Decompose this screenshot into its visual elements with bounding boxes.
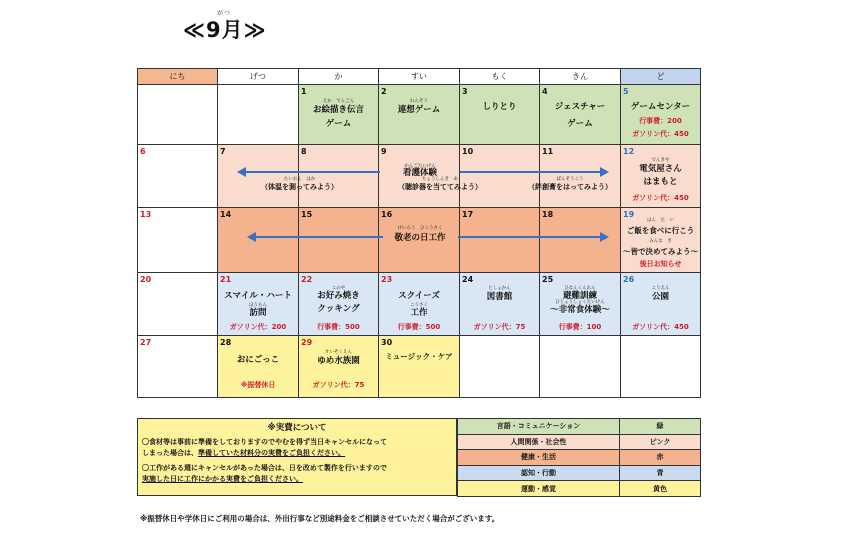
cost-notes bbox=[137, 418, 457, 496]
day-cell bbox=[218, 85, 299, 145]
day-number: 12 bbox=[623, 147, 635, 156]
day-number: 28 bbox=[220, 338, 232, 347]
event-ruby: ひなんくんれん bbox=[564, 286, 596, 291]
day-cell bbox=[621, 273, 701, 336]
day-number: 24 bbox=[462, 275, 474, 284]
day-cell bbox=[299, 336, 379, 398]
day-cell bbox=[460, 85, 540, 145]
day-number: 29 bbox=[301, 338, 313, 347]
weekday-tue: か bbox=[299, 69, 379, 85]
day-cell bbox=[621, 208, 701, 273]
event-ruby: みんな き bbox=[649, 239, 672, 244]
day-number: 15 bbox=[301, 210, 313, 219]
day-number: 5 bbox=[623, 87, 629, 96]
event-line: 工作 bbox=[410, 308, 428, 318]
legend-value: 黄色 bbox=[620, 481, 701, 497]
legend-label: 言語・コミュニケーション bbox=[458, 419, 620, 435]
day-number: 19 bbox=[623, 210, 635, 219]
event-fee: 行事費：500 bbox=[397, 323, 441, 331]
arrow-left-icon bbox=[247, 232, 256, 242]
event-line: ゲーム bbox=[567, 119, 593, 129]
event-fee: ガソリン代：75 bbox=[473, 323, 526, 331]
legend-row bbox=[458, 434, 701, 450]
day-number: 20 bbox=[140, 275, 152, 284]
weekday-sun: にち bbox=[138, 69, 218, 85]
event-fee: ガソリン代：200 bbox=[229, 323, 287, 331]
legend-row bbox=[458, 419, 701, 435]
legend-label: 健康・生活 bbox=[458, 450, 620, 466]
day-number: 26 bbox=[623, 275, 635, 284]
day-number: 30 bbox=[381, 338, 393, 347]
weekday-thu: もく bbox=[460, 69, 540, 85]
event-line: はまもと bbox=[643, 177, 678, 187]
day-cell bbox=[460, 336, 540, 398]
day-number: 25 bbox=[542, 275, 554, 284]
notes-paragraph-2: 〇工作がある週にキャンセルがあった場合は、日を改めて製作を行いますので 実施した日に工作にかかる実費をご負担ください。 bbox=[142, 464, 387, 483]
day-cell bbox=[540, 273, 621, 336]
legend-label: 人間関係・社会性 bbox=[458, 434, 620, 450]
event-fee: ガソリン代：450 bbox=[632, 130, 689, 138]
event-ruby: としょかん bbox=[488, 286, 511, 291]
day-cell bbox=[138, 273, 218, 336]
event-ruby: でんきや bbox=[651, 158, 670, 163]
day-cell bbox=[138, 85, 218, 145]
legend-row bbox=[458, 465, 701, 481]
event-line: スマイル・ハート bbox=[224, 291, 292, 301]
event-fee: 行事費：100 bbox=[558, 323, 602, 331]
legend-value: 緑 bbox=[620, 419, 701, 435]
legend-row bbox=[458, 450, 701, 466]
event-line: 図書館 bbox=[486, 292, 513, 302]
event-fee: 行事費：500 bbox=[317, 323, 360, 331]
day-number: 8 bbox=[301, 147, 307, 156]
day-cell bbox=[218, 336, 299, 398]
day-number: 27 bbox=[140, 338, 152, 347]
event-line: ～非常食体験～ bbox=[550, 305, 610, 315]
event-ruby: こうさく bbox=[410, 303, 428, 308]
day-cell bbox=[379, 85, 460, 145]
event-line: ～皆で決めてみよう～ bbox=[623, 247, 698, 256]
event-line: 連想ゲーム bbox=[397, 105, 441, 115]
band-sub-ruby: ちょうしんき あ bbox=[422, 177, 458, 182]
day-cell bbox=[299, 273, 379, 336]
week-row bbox=[138, 273, 701, 336]
day-cell bbox=[218, 208, 299, 273]
event-ruby: このや bbox=[331, 286, 346, 291]
event-line: おにごっこ bbox=[236, 355, 280, 365]
day-cell bbox=[540, 85, 621, 145]
day-number: 21 bbox=[220, 275, 232, 284]
day-cell bbox=[218, 273, 299, 336]
day-number: 22 bbox=[301, 275, 313, 284]
day-number: 18 bbox=[542, 210, 554, 219]
band-sub: （絆創膏をはってみよう） bbox=[528, 183, 612, 191]
band-title: 看護体験 bbox=[402, 168, 437, 178]
event-fee: ガソリン代：450 bbox=[632, 194, 689, 202]
band-sub: （聴診器を当ててみよう） bbox=[398, 183, 482, 191]
band-sub-ruby: たいおん はか bbox=[283, 177, 316, 182]
event-line: しりとり bbox=[482, 102, 517, 112]
day-cell bbox=[460, 208, 540, 273]
event-ruby: はん た い bbox=[647, 218, 674, 223]
week-row bbox=[138, 336, 701, 398]
event-line: 電気屋さん bbox=[639, 164, 682, 174]
event-line: ゆめ水族園 bbox=[317, 356, 360, 366]
notes-paragraph-1: 〇食材等は事前に準備をしておりますのでやむを得ず当日キャンセルになって しまった場合は、準備していた材料分の実費をご負担ください。 bbox=[142, 438, 387, 457]
event-fee: ガソリン代：450 bbox=[632, 323, 689, 331]
event-line: 避難訓練 bbox=[562, 291, 597, 301]
month-title-text: ≪9月≫ bbox=[183, 18, 267, 42]
event-line: スクイーズ bbox=[398, 291, 440, 301]
day-number: 23 bbox=[381, 275, 393, 284]
day-cell bbox=[621, 85, 701, 145]
legend-label: 認知・行動 bbox=[458, 465, 620, 481]
day-number: 3 bbox=[462, 87, 468, 96]
event-fee: ガソリン代：75 bbox=[312, 381, 365, 389]
event-ruby: こうえん bbox=[651, 286, 670, 291]
day-cell bbox=[138, 208, 218, 273]
event-line: ゲームセンター bbox=[630, 102, 691, 112]
event-fee: 後日お知らせ bbox=[639, 260, 682, 268]
legend-value: 赤 bbox=[620, 450, 701, 466]
day-number: 13 bbox=[140, 210, 152, 219]
arrow-line bbox=[245, 171, 380, 173]
footer-note: ※振替休日や学休日にご利用の場合は、外出行事など別途料金をご相談させていただく場合がございます。 bbox=[140, 514, 500, 523]
legend-label: 運動・感覚 bbox=[458, 481, 620, 497]
arrow-line bbox=[460, 171, 600, 173]
legend-row bbox=[458, 481, 701, 497]
day-number: 11 bbox=[542, 147, 554, 156]
month-title bbox=[183, 10, 267, 44]
event-line: ゲーム bbox=[325, 119, 352, 129]
day-number: 2 bbox=[381, 87, 387, 96]
day-cell bbox=[379, 273, 460, 336]
band-sub-ruby: ばんそうこう bbox=[556, 177, 584, 182]
event-line: お絵描き伝言 bbox=[312, 105, 364, 115]
day-cell bbox=[379, 336, 460, 398]
day-number: 17 bbox=[462, 210, 474, 219]
day-number: 6 bbox=[140, 147, 146, 156]
notes-heading: ※実費について bbox=[267, 423, 327, 433]
day-cell bbox=[138, 145, 218, 208]
band-title: 敬老の日工作 bbox=[394, 233, 446, 243]
arrow-line bbox=[458, 236, 600, 238]
event-fee: ※振替休日 bbox=[240, 381, 276, 389]
day-number: 16 bbox=[381, 210, 393, 219]
day-number: 1 bbox=[301, 87, 307, 96]
day-cell bbox=[460, 273, 540, 336]
weekday-sat: ど bbox=[621, 69, 701, 85]
day-cell bbox=[138, 336, 218, 398]
band-title-ruby: かんごたいけん bbox=[404, 164, 436, 169]
day-number: 9 bbox=[381, 147, 387, 156]
day-cell bbox=[299, 208, 379, 273]
day-number: 10 bbox=[462, 147, 474, 156]
weekday-wed: すい bbox=[379, 69, 460, 85]
day-cell bbox=[621, 336, 701, 398]
event-line: ご飯を食べに行こう bbox=[626, 226, 695, 235]
week-row bbox=[138, 85, 701, 145]
weekday-header-row bbox=[138, 69, 701, 85]
month-title-ruby: がつ bbox=[217, 10, 232, 17]
weekday-mon: げつ bbox=[218, 69, 299, 85]
event-line: 訪問 bbox=[249, 308, 267, 318]
event-line: 公園 bbox=[651, 292, 669, 302]
event-ruby: ほうもん bbox=[249, 303, 267, 308]
event-line: クッキング bbox=[317, 304, 360, 314]
legend-value: 青 bbox=[620, 465, 701, 481]
band-title-ruby: けいろう ひこうさく bbox=[397, 226, 443, 231]
day-number: 4 bbox=[542, 87, 548, 96]
arrow-right-icon bbox=[600, 232, 609, 242]
day-cell bbox=[540, 336, 621, 398]
event-line: ミュージック・ケア bbox=[385, 352, 453, 361]
event-line: お好み焼き bbox=[317, 291, 360, 301]
day-number: 14 bbox=[220, 210, 232, 219]
event-fee: 行事費：200 bbox=[639, 117, 682, 125]
arrow-line bbox=[255, 236, 383, 238]
day-number: 7 bbox=[220, 147, 226, 156]
weekday-fri: きん bbox=[540, 69, 621, 85]
event-ruby: れんそう bbox=[410, 99, 428, 104]
event-ruby: ひじょうしょくたいけん bbox=[555, 300, 605, 305]
event-ruby: えか でんごん bbox=[322, 99, 355, 104]
legend-value: ピンク bbox=[620, 434, 701, 450]
day-cell bbox=[621, 145, 701, 208]
event-line: ジェスチャー bbox=[554, 102, 606, 112]
day-cell bbox=[299, 85, 379, 145]
event-ruby: すいぞくえん bbox=[325, 350, 352, 355]
band-sub: （体温を測ってみよう） bbox=[261, 183, 338, 191]
color-legend bbox=[457, 418, 701, 497]
